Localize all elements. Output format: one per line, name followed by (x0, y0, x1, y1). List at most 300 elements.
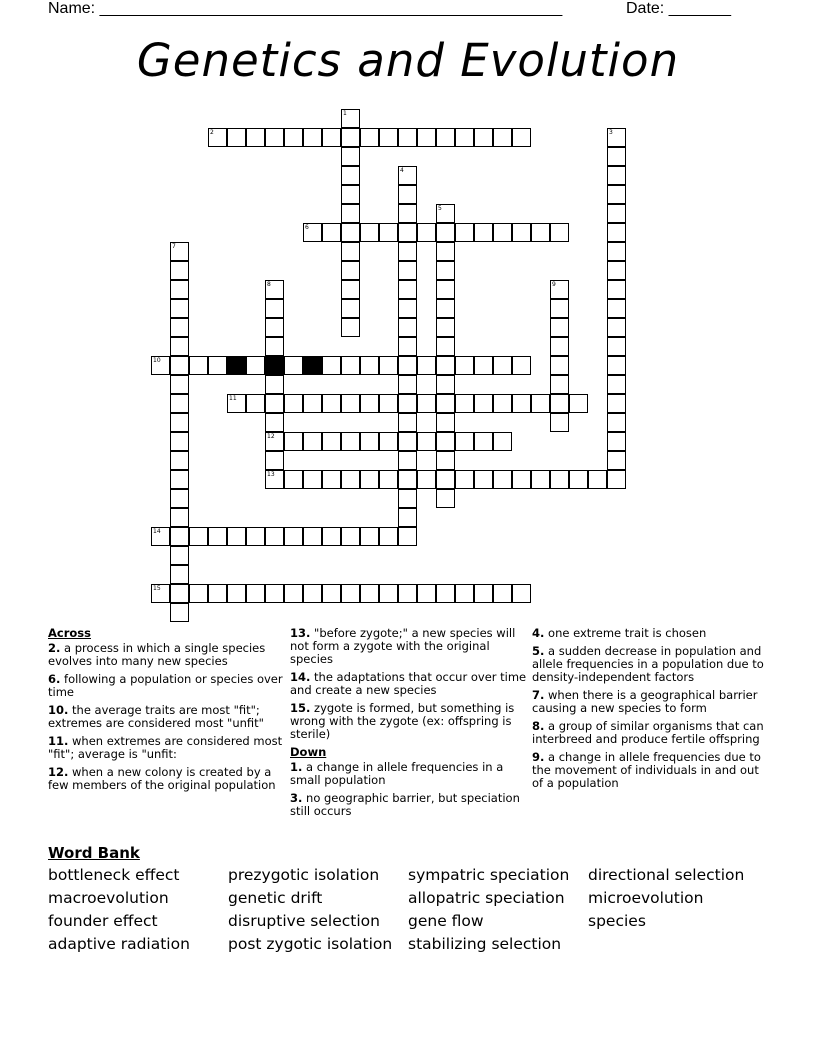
crossword-cell[interactable] (379, 356, 398, 375)
crossword-cell[interactable] (360, 356, 379, 375)
crossword-cell[interactable] (398, 128, 417, 147)
black-cell (303, 356, 322, 375)
crossword-cell[interactable] (531, 394, 550, 413)
clue-across-15 (290, 702, 530, 741)
crossword-cell[interactable] (265, 432, 284, 451)
crossword-cell[interactable] (360, 432, 379, 451)
clues-column-1 (48, 627, 288, 797)
crossword-cell[interactable] (550, 337, 569, 356)
crossword-cell[interactable] (607, 470, 626, 489)
crossword-cell[interactable] (170, 603, 189, 622)
clue-across-6 (48, 673, 288, 699)
crossword-cell[interactable] (379, 432, 398, 451)
crossword-cell[interactable] (550, 375, 569, 394)
crossword-cell[interactable] (265, 128, 284, 147)
crossword-cell[interactable] (284, 394, 303, 413)
crossword-cell[interactable] (436, 128, 455, 147)
clue-number: 8. (532, 719, 545, 733)
crossword-cell[interactable] (607, 242, 626, 261)
crossword-cell[interactable] (512, 394, 531, 413)
crossword-cell[interactable] (170, 584, 189, 603)
crossword-cell[interactable] (284, 527, 303, 546)
crossword-cell[interactable] (284, 584, 303, 603)
clue-text: the adaptations that occur over time and create a new species (290, 670, 527, 697)
cell-number: 2 (210, 129, 214, 136)
crossword-cell[interactable] (303, 432, 322, 451)
crossword-cell[interactable] (398, 261, 417, 280)
crossword-cell[interactable] (550, 280, 569, 299)
crossword-cell[interactable] (550, 413, 569, 432)
crossword-cell[interactable] (379, 584, 398, 603)
clue-text: when a new colony is created by a few members of the original population (48, 765, 276, 792)
clue-text: no geographic barrier, but speciation still occurs (290, 791, 520, 818)
crossword-cell[interactable] (607, 356, 626, 375)
crossword-cell[interactable] (208, 356, 227, 375)
crossword-cell[interactable] (607, 166, 626, 185)
crossword-cell[interactable] (436, 204, 455, 223)
crossword-cell[interactable] (284, 470, 303, 489)
crossword-cell[interactable] (341, 204, 360, 223)
crossword-cell[interactable] (246, 128, 265, 147)
crossword-cell[interactable] (398, 394, 417, 413)
crossword-cell[interactable] (303, 223, 322, 242)
clue-number: 5. (532, 644, 545, 658)
clue-number: 7. (532, 688, 545, 702)
crossword-cell[interactable] (512, 356, 531, 375)
crossword-cell[interactable] (322, 394, 341, 413)
crossword-cell[interactable] (227, 394, 246, 413)
crossword-cell[interactable] (189, 527, 208, 546)
crossword-cell[interactable] (379, 527, 398, 546)
crossword-cell[interactable] (322, 470, 341, 489)
crossword-cell[interactable] (398, 508, 417, 527)
word-bank-item: founder effect (48, 912, 158, 930)
clue-across-2 (48, 642, 288, 668)
crossword-cell[interactable] (417, 356, 436, 375)
clue-number: 12. (48, 765, 69, 779)
crossword-cell[interactable] (569, 470, 588, 489)
crossword-cell[interactable] (436, 375, 455, 394)
crossword-cell[interactable] (379, 470, 398, 489)
crossword-cell[interactable] (322, 128, 341, 147)
crossword-cell[interactable] (341, 147, 360, 166)
crossword-cell[interactable] (531, 470, 550, 489)
crossword-cell[interactable] (170, 299, 189, 318)
crossword-cell[interactable] (417, 394, 436, 413)
crossword-cell[interactable] (170, 280, 189, 299)
cell-number: 10 (153, 357, 161, 364)
page-title: Genetics and Evolution (136, 34, 680, 87)
crossword-cell[interactable] (417, 432, 436, 451)
crossword-cell[interactable] (493, 584, 512, 603)
crossword-cell[interactable] (436, 318, 455, 337)
crossword-cell[interactable] (512, 128, 531, 147)
name-field-label[interactable]: Name: ____________________________________________________ (48, 0, 563, 17)
clue-number: 13. (290, 626, 311, 640)
cell-number: 15 (153, 585, 161, 592)
crossword-cell[interactable] (398, 318, 417, 337)
crossword-cell[interactable] (284, 128, 303, 147)
clue-down-4 (532, 627, 772, 640)
crossword-cell[interactable] (398, 337, 417, 356)
crossword-cell[interactable] (322, 432, 341, 451)
crossword-cell[interactable] (398, 280, 417, 299)
crossword-cell[interactable] (227, 527, 246, 546)
crossword-cell[interactable] (170, 356, 189, 375)
clue-number: 3. (290, 791, 303, 805)
clue-text: zygote is formed, but something is wrong with the zygote (ex: offspring is sterile) (290, 701, 515, 741)
crossword-cell[interactable] (265, 584, 284, 603)
crossword-cell[interactable] (360, 527, 379, 546)
crossword-cell[interactable] (436, 394, 455, 413)
word-bank-item: disruptive selection (228, 912, 380, 930)
crossword-cell[interactable] (322, 527, 341, 546)
crossword-cell[interactable] (455, 223, 474, 242)
crossword-cell[interactable] (550, 318, 569, 337)
crossword-cell[interactable] (493, 470, 512, 489)
cell-number: 4 (400, 167, 404, 174)
clue-text: following a population or species over time (48, 672, 283, 699)
crossword-cell[interactable] (398, 489, 417, 508)
clue-number: 4. (532, 626, 545, 640)
crossword-cell[interactable] (360, 394, 379, 413)
word-bank-item: allopatric speciation (408, 889, 565, 907)
crossword-cell[interactable] (474, 394, 493, 413)
cell-number: 6 (305, 224, 309, 231)
clue-text: a process in which a single species evolves into many new species (48, 641, 266, 668)
cell-number: 11 (229, 395, 237, 402)
clue-text: "before zygote;" a new species will not form a zygote with the original species (290, 626, 516, 666)
crossword-cell[interactable] (170, 451, 189, 470)
crossword-cell[interactable] (189, 356, 208, 375)
crossword-cell[interactable] (360, 128, 379, 147)
crossword-cell[interactable] (436, 470, 455, 489)
crossword-cell[interactable] (379, 394, 398, 413)
crossword-cell[interactable] (322, 356, 341, 375)
clue-text: when there is a geographical barrier causing a new species to form (532, 688, 758, 715)
crossword-cell[interactable] (246, 527, 265, 546)
crossword-cell[interactable] (341, 299, 360, 318)
crossword-cell[interactable] (436, 337, 455, 356)
crossword-cell[interactable] (303, 128, 322, 147)
clue-number: 11. (48, 734, 69, 748)
crossword-cell[interactable] (474, 470, 493, 489)
crossword-cell[interactable] (170, 413, 189, 432)
crossword-cell[interactable] (550, 299, 569, 318)
crossword-cell[interactable] (341, 242, 360, 261)
word-bank-item: species (588, 912, 646, 930)
cell-number: 13 (267, 471, 275, 478)
crossword-cell[interactable] (265, 527, 284, 546)
crossword-cell[interactable] (189, 584, 208, 603)
crossword-cell[interactable] (607, 147, 626, 166)
crossword-cell[interactable] (455, 584, 474, 603)
date-field-label[interactable]: Date: _______ (626, 0, 731, 17)
clue-down-7 (532, 689, 772, 715)
crossword-cell[interactable] (341, 527, 360, 546)
crossword-cell[interactable] (379, 128, 398, 147)
crossword-cell[interactable] (398, 356, 417, 375)
crossword-cell[interactable] (360, 470, 379, 489)
crossword-cell[interactable] (398, 527, 417, 546)
crossword-cell[interactable] (398, 242, 417, 261)
crossword-cell[interactable] (360, 223, 379, 242)
crossword-cell[interactable] (607, 280, 626, 299)
crossword-cell[interactable] (246, 356, 265, 375)
crossword-cell[interactable] (284, 432, 303, 451)
crossword-cell[interactable] (170, 375, 189, 394)
crossword-cell[interactable] (398, 432, 417, 451)
word-bank-item: sympatric speciation (408, 866, 570, 884)
clue-number: 1. (290, 760, 303, 774)
crossword-cell[interactable] (417, 584, 436, 603)
crossword-cell[interactable] (531, 223, 550, 242)
crossword-cell[interactable] (512, 470, 531, 489)
crossword-cell[interactable] (607, 128, 626, 147)
crossword-cell[interactable] (341, 318, 360, 337)
crossword-cell[interactable] (398, 223, 417, 242)
crossword-cell[interactable] (341, 128, 360, 147)
crossword-cell[interactable] (607, 261, 626, 280)
crossword-cell[interactable] (208, 584, 227, 603)
word-bank-item: microevolution (588, 889, 704, 907)
crossword-cell[interactable] (265, 375, 284, 394)
crossword-cell[interactable] (474, 128, 493, 147)
crossword-cell[interactable] (322, 223, 341, 242)
crossword-cell[interactable] (436, 261, 455, 280)
clue-down-3 (290, 792, 530, 818)
crossword-cell[interactable] (607, 375, 626, 394)
crossword-cell[interactable] (436, 299, 455, 318)
crossword-cell[interactable] (398, 451, 417, 470)
crossword-cell[interactable] (607, 299, 626, 318)
black-cell (265, 356, 284, 375)
crossword-cell[interactable] (455, 470, 474, 489)
crossword-cell[interactable] (170, 470, 189, 489)
clue-number: 15. (290, 701, 311, 715)
cell-number: 8 (267, 281, 271, 288)
cell-number: 14 (153, 528, 161, 535)
black-cell (227, 356, 246, 375)
crossword-cell[interactable] (569, 394, 588, 413)
word-bank-item: prezygotic isolation (228, 866, 380, 884)
crossword-cell[interactable] (493, 223, 512, 242)
clue-down-8 (532, 720, 772, 746)
crossword-cell[interactable] (455, 128, 474, 147)
crossword-cell[interactable] (170, 565, 189, 584)
crossword-cell[interactable] (455, 394, 474, 413)
crossword-cell[interactable] (474, 584, 493, 603)
crossword-cell[interactable] (246, 584, 265, 603)
crossword-cell[interactable] (436, 356, 455, 375)
crossword-cell[interactable] (398, 584, 417, 603)
clue-text: a change in allele frequencies in a small population (290, 760, 504, 787)
clue-across-14 (290, 671, 530, 697)
crossword-cell[interactable] (436, 432, 455, 451)
crossword-cell[interactable] (303, 470, 322, 489)
word-bank-item: bottleneck effect (48, 866, 180, 884)
crossword-cell[interactable] (341, 280, 360, 299)
crossword-cell[interactable] (341, 432, 360, 451)
clue-number: 6. (48, 672, 61, 686)
crossword-cell[interactable] (341, 223, 360, 242)
crossword-cell[interactable] (607, 318, 626, 337)
crossword-cell[interactable] (170, 261, 189, 280)
crossword-cell[interactable] (398, 299, 417, 318)
crossword-cell[interactable] (265, 394, 284, 413)
clue-text: the average traits are most "fit"; extremes are considered most "unfit" (48, 703, 264, 730)
crossword-cell[interactable] (607, 204, 626, 223)
crossword-cell[interactable] (341, 166, 360, 185)
crossword-cell[interactable] (265, 451, 284, 470)
word-bank-item: adaptive radiation (48, 935, 190, 953)
down-heading: Down (290, 745, 327, 759)
crossword-cell[interactable] (151, 527, 170, 546)
crossword-cell[interactable] (360, 584, 379, 603)
crossword-cell[interactable] (398, 470, 417, 489)
word-bank-item: post zygotic isolation (228, 935, 393, 953)
clue-number: 9. (532, 750, 545, 764)
crossword-cell[interactable] (341, 394, 360, 413)
word-bank-item: genetic drift (228, 889, 323, 907)
crossword-cell[interactable] (341, 584, 360, 603)
word-bank-item: directional selection (588, 866, 745, 884)
crossword-cell[interactable] (607, 223, 626, 242)
crossword-cell[interactable] (436, 223, 455, 242)
crossword-cell[interactable] (436, 451, 455, 470)
crossword-cell[interactable] (512, 584, 531, 603)
crossword-cell[interactable] (455, 432, 474, 451)
crossword-cell[interactable] (398, 375, 417, 394)
clue-number: 2. (48, 641, 61, 655)
cell-number: 12 (267, 433, 275, 440)
crossword-cell[interactable] (265, 413, 284, 432)
cell-number: 3 (609, 129, 613, 136)
crossword-cell[interactable] (436, 280, 455, 299)
crossword-cell[interactable] (341, 109, 360, 128)
clue-across-10 (48, 704, 288, 730)
crossword-cell[interactable] (265, 337, 284, 356)
crossword-cell[interactable] (208, 527, 227, 546)
crossword-cell[interactable] (607, 451, 626, 470)
crossword-cell[interactable] (341, 185, 360, 204)
crossword-cell[interactable] (417, 128, 436, 147)
crossword-cell[interactable] (455, 356, 474, 375)
crossword-cell[interactable] (436, 413, 455, 432)
crossword-cell[interactable] (151, 584, 170, 603)
crossword-cell[interactable] (474, 432, 493, 451)
crossword-cell[interactable] (265, 318, 284, 337)
crossword-cell[interactable] (607, 413, 626, 432)
crossword-cell[interactable] (436, 584, 455, 603)
clue-down-9 (532, 751, 772, 790)
crossword-cell[interactable] (550, 470, 569, 489)
crossword-cell[interactable] (550, 394, 569, 413)
crossword-cell[interactable] (398, 204, 417, 223)
clue-down-1 (290, 761, 530, 787)
crossword-cell[interactable] (284, 356, 303, 375)
cell-number: 9 (552, 281, 556, 288)
crossword-cell[interactable] (474, 223, 493, 242)
crossword-cell[interactable] (493, 128, 512, 147)
cell-number: 7 (172, 243, 176, 250)
crossword-cell[interactable] (607, 394, 626, 413)
clue-number: 14. (290, 670, 311, 684)
word-bank-item: macroevolution (48, 889, 169, 907)
crossword-cell[interactable] (607, 185, 626, 204)
crossword-cell[interactable] (170, 527, 189, 546)
crossword-cell[interactable] (588, 470, 607, 489)
crossword-cell[interactable] (170, 489, 189, 508)
crossword-cell[interactable] (265, 280, 284, 299)
crossword-cell[interactable] (170, 394, 189, 413)
clues-column-3 (532, 627, 772, 795)
crossword-cell[interactable] (227, 584, 246, 603)
crossword-cell[interactable] (398, 413, 417, 432)
crossword-cell[interactable] (417, 470, 436, 489)
clue-text: a change in allele frequencies due to the movement of individuals in and out of a population (532, 750, 761, 790)
crossword-cell[interactable] (170, 546, 189, 565)
crossword-cell[interactable] (493, 356, 512, 375)
word-bank-title: Word Bank (48, 844, 140, 862)
crossword-cell[interactable] (550, 223, 569, 242)
clues-column-2 (290, 627, 530, 823)
crossword-cell[interactable] (398, 166, 417, 185)
word-bank-item: gene flow (408, 912, 484, 930)
crossword-cell[interactable] (341, 470, 360, 489)
clue-text: one extreme trait is chosen (544, 626, 707, 640)
crossword-cell[interactable] (436, 489, 455, 508)
crossword-cell[interactable] (379, 223, 398, 242)
crossword-cell[interactable] (170, 337, 189, 356)
clue-text: when extremes are considered most "fit"; average is "unfit: (48, 734, 283, 761)
crossword-cell[interactable] (303, 584, 322, 603)
crossword-cell[interactable] (607, 432, 626, 451)
clue-across-11 (48, 735, 288, 761)
crossword-cell[interactable] (265, 299, 284, 318)
crossword-cell[interactable] (303, 527, 322, 546)
crossword-cell[interactable] (493, 432, 512, 451)
crossword-cell[interactable] (607, 337, 626, 356)
crossword-cell[interactable] (436, 242, 455, 261)
crossword-cell[interactable] (493, 394, 512, 413)
crossword-cell[interactable] (303, 394, 322, 413)
crossword-cell[interactable] (170, 432, 189, 451)
crossword-cell[interactable] (246, 394, 265, 413)
crossword-cell[interactable] (398, 185, 417, 204)
crossword-cell[interactable] (322, 584, 341, 603)
clue-text: a sudden decrease in population and allele frequencies in a population due to density-independent factors (532, 644, 764, 684)
crossword-cell[interactable] (474, 356, 493, 375)
crossword-cell[interactable] (151, 356, 170, 375)
crossword-cell[interactable] (208, 128, 227, 147)
word-bank-item: stabilizing selection (408, 935, 562, 953)
cell-number: 5 (438, 205, 442, 212)
crossword-cell[interactable] (227, 128, 246, 147)
crossword-cell[interactable] (170, 242, 189, 261)
cell-number: 1 (343, 110, 347, 117)
crossword-cell[interactable] (170, 318, 189, 337)
clue-down-5 (532, 645, 772, 684)
crossword-cell[interactable] (170, 508, 189, 527)
crossword-cell[interactable] (417, 223, 436, 242)
crossword-cell[interactable] (341, 261, 360, 280)
clue-text: a group of similar organisms that can interbreed and produce fertile offspring (532, 719, 764, 746)
crossword-cell[interactable] (512, 223, 531, 242)
crossword-cell[interactable] (550, 356, 569, 375)
crossword-cell[interactable] (265, 470, 284, 489)
crossword-cell[interactable] (341, 356, 360, 375)
